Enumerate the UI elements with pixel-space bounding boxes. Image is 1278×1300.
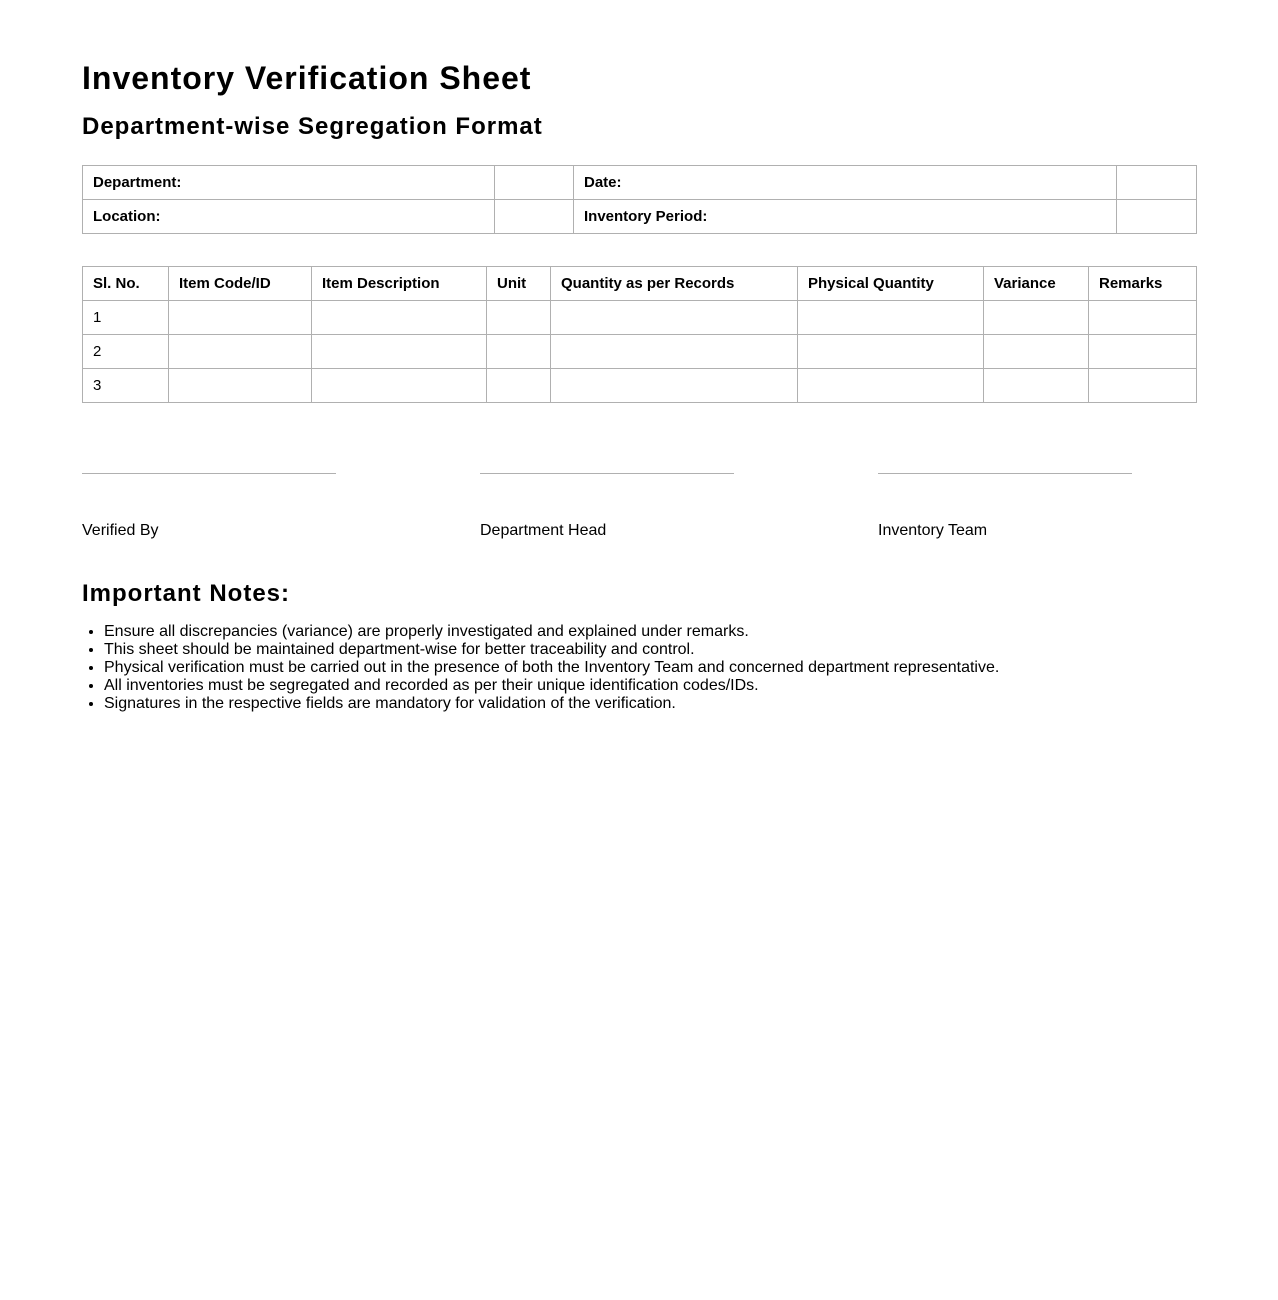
cell-item-code[interactable]	[169, 301, 312, 335]
department-label: Department:	[83, 166, 495, 200]
list-item: • Ensure all discrepancies (variance) are properly investigated and explained under remarks.	[104, 623, 999, 641]
info-row-location	[83, 200, 1197, 234]
notes-list	[82, 623, 999, 713]
column-header-item-description: Item Description	[312, 267, 487, 301]
cell-unit[interactable]	[487, 301, 551, 335]
cell-item-code[interactable]	[169, 369, 312, 403]
info-row-department	[83, 166, 1197, 200]
verified-by-signature-line[interactable]	[82, 473, 336, 474]
inventory-items-table	[82, 266, 1197, 403]
table-row	[83, 301, 1197, 335]
cell-physical-quantity[interactable]	[798, 301, 984, 335]
cell-quantity-records[interactable]	[551, 301, 798, 335]
list-item: • Physical verification must be carried out in the presence of both the Inventory Team and concerned department representative.	[104, 659, 999, 677]
notes-heading: Important Notes:	[82, 580, 290, 607]
cell-variance[interactable]	[984, 369, 1089, 403]
page-subtitle: Department-wise Segregation Format	[82, 113, 543, 140]
inventory-team-signature-line[interactable]	[878, 473, 1132, 474]
column-header-unit: Unit	[487, 267, 551, 301]
column-header-remarks: Remarks	[1089, 267, 1197, 301]
cell-variance[interactable]	[984, 335, 1089, 369]
department-head-signature-line[interactable]	[480, 473, 734, 474]
verified-by-label: Verified By	[82, 522, 159, 539]
table-row	[83, 335, 1197, 369]
cell-physical-quantity[interactable]	[798, 369, 984, 403]
column-header-sl-no: Sl. No.	[83, 267, 169, 301]
column-header-physical-quantity: Physical Quantity	[798, 267, 984, 301]
column-header-quantity-records: Quantity as per Records	[551, 267, 798, 301]
inventory-period-field[interactable]	[1117, 200, 1197, 234]
list-item: • All inventories must be segregated and recorded as per their unique identification codes/IDs.	[104, 677, 999, 695]
cell-unit[interactable]	[487, 369, 551, 403]
date-label: Date:	[574, 166, 1117, 200]
location-label: Location:	[83, 200, 495, 234]
inventory-period-label: Inventory Period:	[574, 200, 1117, 234]
column-header-variance: Variance	[984, 267, 1089, 301]
cell-quantity-records[interactable]	[551, 335, 798, 369]
date-field[interactable]	[1117, 166, 1197, 200]
list-item: • Signatures in the respective fields are mandatory for validation of the verification.	[104, 695, 999, 713]
cell-sl-no: 1	[83, 301, 169, 335]
page-title: Inventory Verification Sheet	[82, 60, 532, 96]
cell-item-description[interactable]	[312, 335, 487, 369]
cell-item-description[interactable]	[312, 301, 487, 335]
department-head-label: Department Head	[480, 522, 607, 539]
location-field[interactable]	[495, 200, 574, 234]
table-row	[83, 369, 1197, 403]
cell-item-description[interactable]	[312, 369, 487, 403]
cell-unit[interactable]	[487, 335, 551, 369]
column-header-item-code: Item Code/ID	[169, 267, 312, 301]
inventory-team-label: Inventory Team	[878, 522, 988, 539]
cell-remarks[interactable]	[1089, 301, 1197, 335]
department-field[interactable]	[495, 166, 574, 200]
cell-remarks[interactable]	[1089, 335, 1197, 369]
list-item: • This sheet should be maintained department-wise for better traceability and control.	[104, 641, 999, 659]
cell-quantity-records[interactable]	[551, 369, 798, 403]
cell-remarks[interactable]	[1089, 369, 1197, 403]
cell-item-code[interactable]	[169, 335, 312, 369]
cell-variance[interactable]	[984, 301, 1089, 335]
header-info-table	[82, 165, 1197, 234]
table-header-row	[83, 267, 1197, 301]
cell-physical-quantity[interactable]	[798, 335, 984, 369]
cell-sl-no: 3	[83, 369, 169, 403]
cell-sl-no: 2	[83, 335, 169, 369]
